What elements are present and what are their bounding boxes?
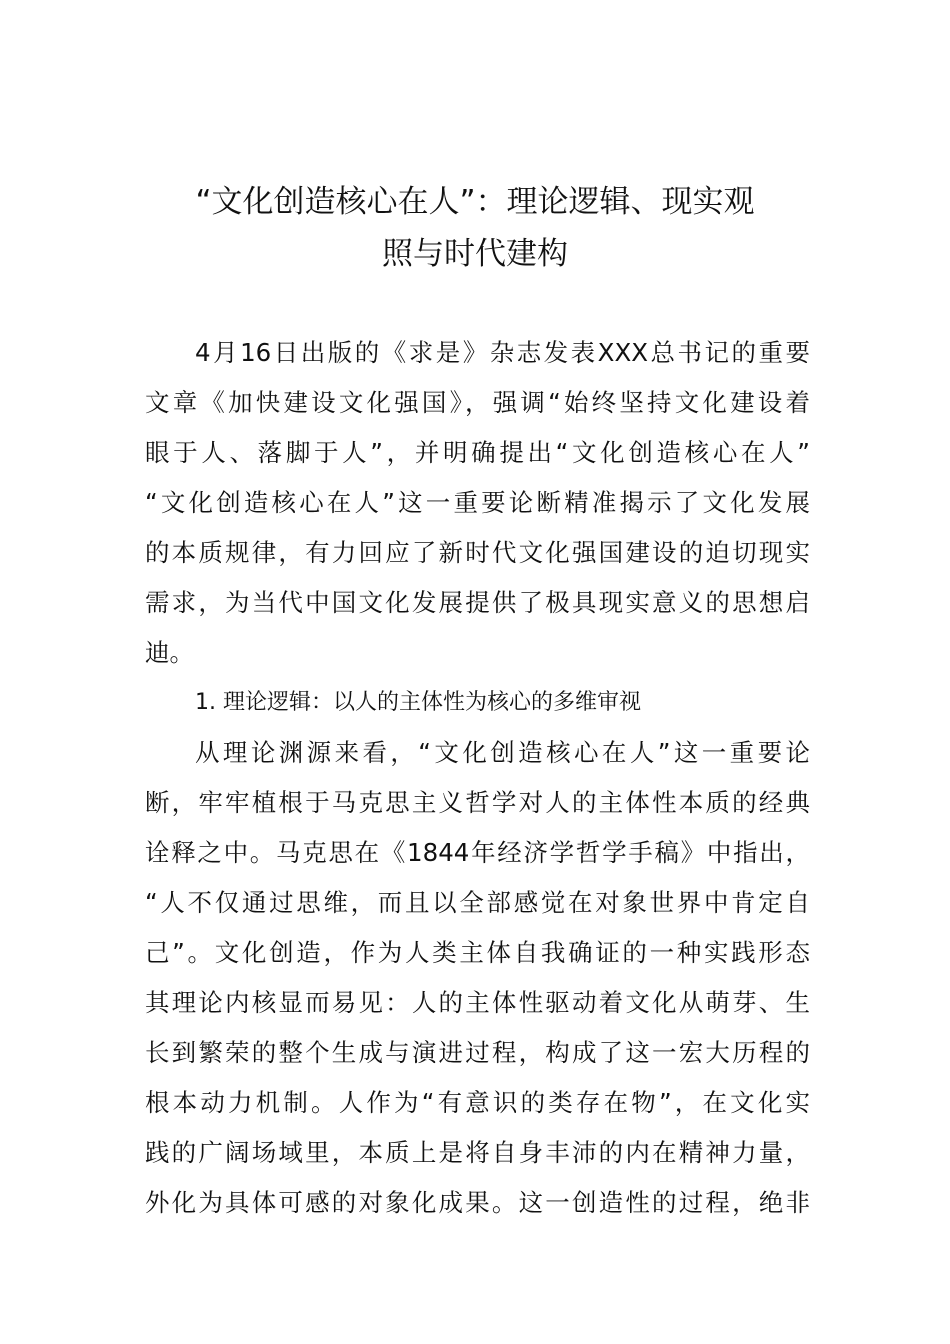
paragraph-line: 根本动力机制。人作为“有意识的类存在物”，在文化实 bbox=[145, 1088, 810, 1117]
paragraph-line: 己”。文化创造，作为人类主体自我确证的一种实践形态 bbox=[145, 938, 810, 967]
paragraph-line: 需求，为当代中国文化发展提供了极具现实意义的思想启 bbox=[145, 588, 810, 617]
document-body bbox=[145, 328, 810, 1228]
paragraph-intro bbox=[145, 328, 810, 678]
paragraph-line: 断，牢牢植根于马克思主义哲学对人的主体性本质的经典 bbox=[145, 788, 810, 817]
paragraph-line: 长到繁荣的整个生成与演进过程，构成了这一宏大历程的 bbox=[145, 1038, 810, 1067]
paragraph-line: “人不仅通过思维，而且以全部感觉在对象世界中肯定自 bbox=[145, 888, 810, 917]
paragraph-line: 诠释之中。马克思在《1844年经济学哲学手稿》中指出， bbox=[145, 838, 810, 867]
paragraph-line: 迪。 bbox=[145, 638, 194, 667]
paragraph-line: 从理论渊源来看，“文化创造核心在人”这一重要论 bbox=[195, 738, 810, 767]
section-heading: 1. 理论逻辑：以人的主体性为核心的多维审视 bbox=[195, 690, 641, 715]
paragraph-line: 文章《加快建设文化强国》，强调“始终坚持文化建设着 bbox=[145, 388, 810, 417]
paragraph-theory bbox=[145, 728, 810, 1228]
paragraph-line: 眼于人、落脚于人”，并明确提出“文化创造核心在人” bbox=[145, 438, 810, 467]
title-line-1: “文化创造核心在人”：理论逻辑、现实观 bbox=[195, 184, 755, 220]
paragraph-line: 4月16日出版的《求是》杂志发表XXX总书记的重要 bbox=[195, 338, 810, 367]
paragraph-line: 的本质规律，有力回应了新时代文化强国建设的迫切现实 bbox=[145, 538, 810, 567]
paragraph-line: 外化为具体可感的对象化成果。这一创造性的过程，绝非 bbox=[145, 1188, 810, 1217]
document-title bbox=[100, 176, 850, 280]
paragraph-line: 其理论内核显而易见：人的主体性驱动着文化从萌芽、生 bbox=[145, 988, 810, 1017]
paragraph-line: 践的广阔场域里，本质上是将自身丰沛的内在精神力量， bbox=[145, 1138, 810, 1167]
title-line-2: 照与时代建构 bbox=[382, 236, 568, 272]
paragraph-line: “文化创造核心在人”这一重要论断精准揭示了文化发展 bbox=[145, 488, 810, 517]
